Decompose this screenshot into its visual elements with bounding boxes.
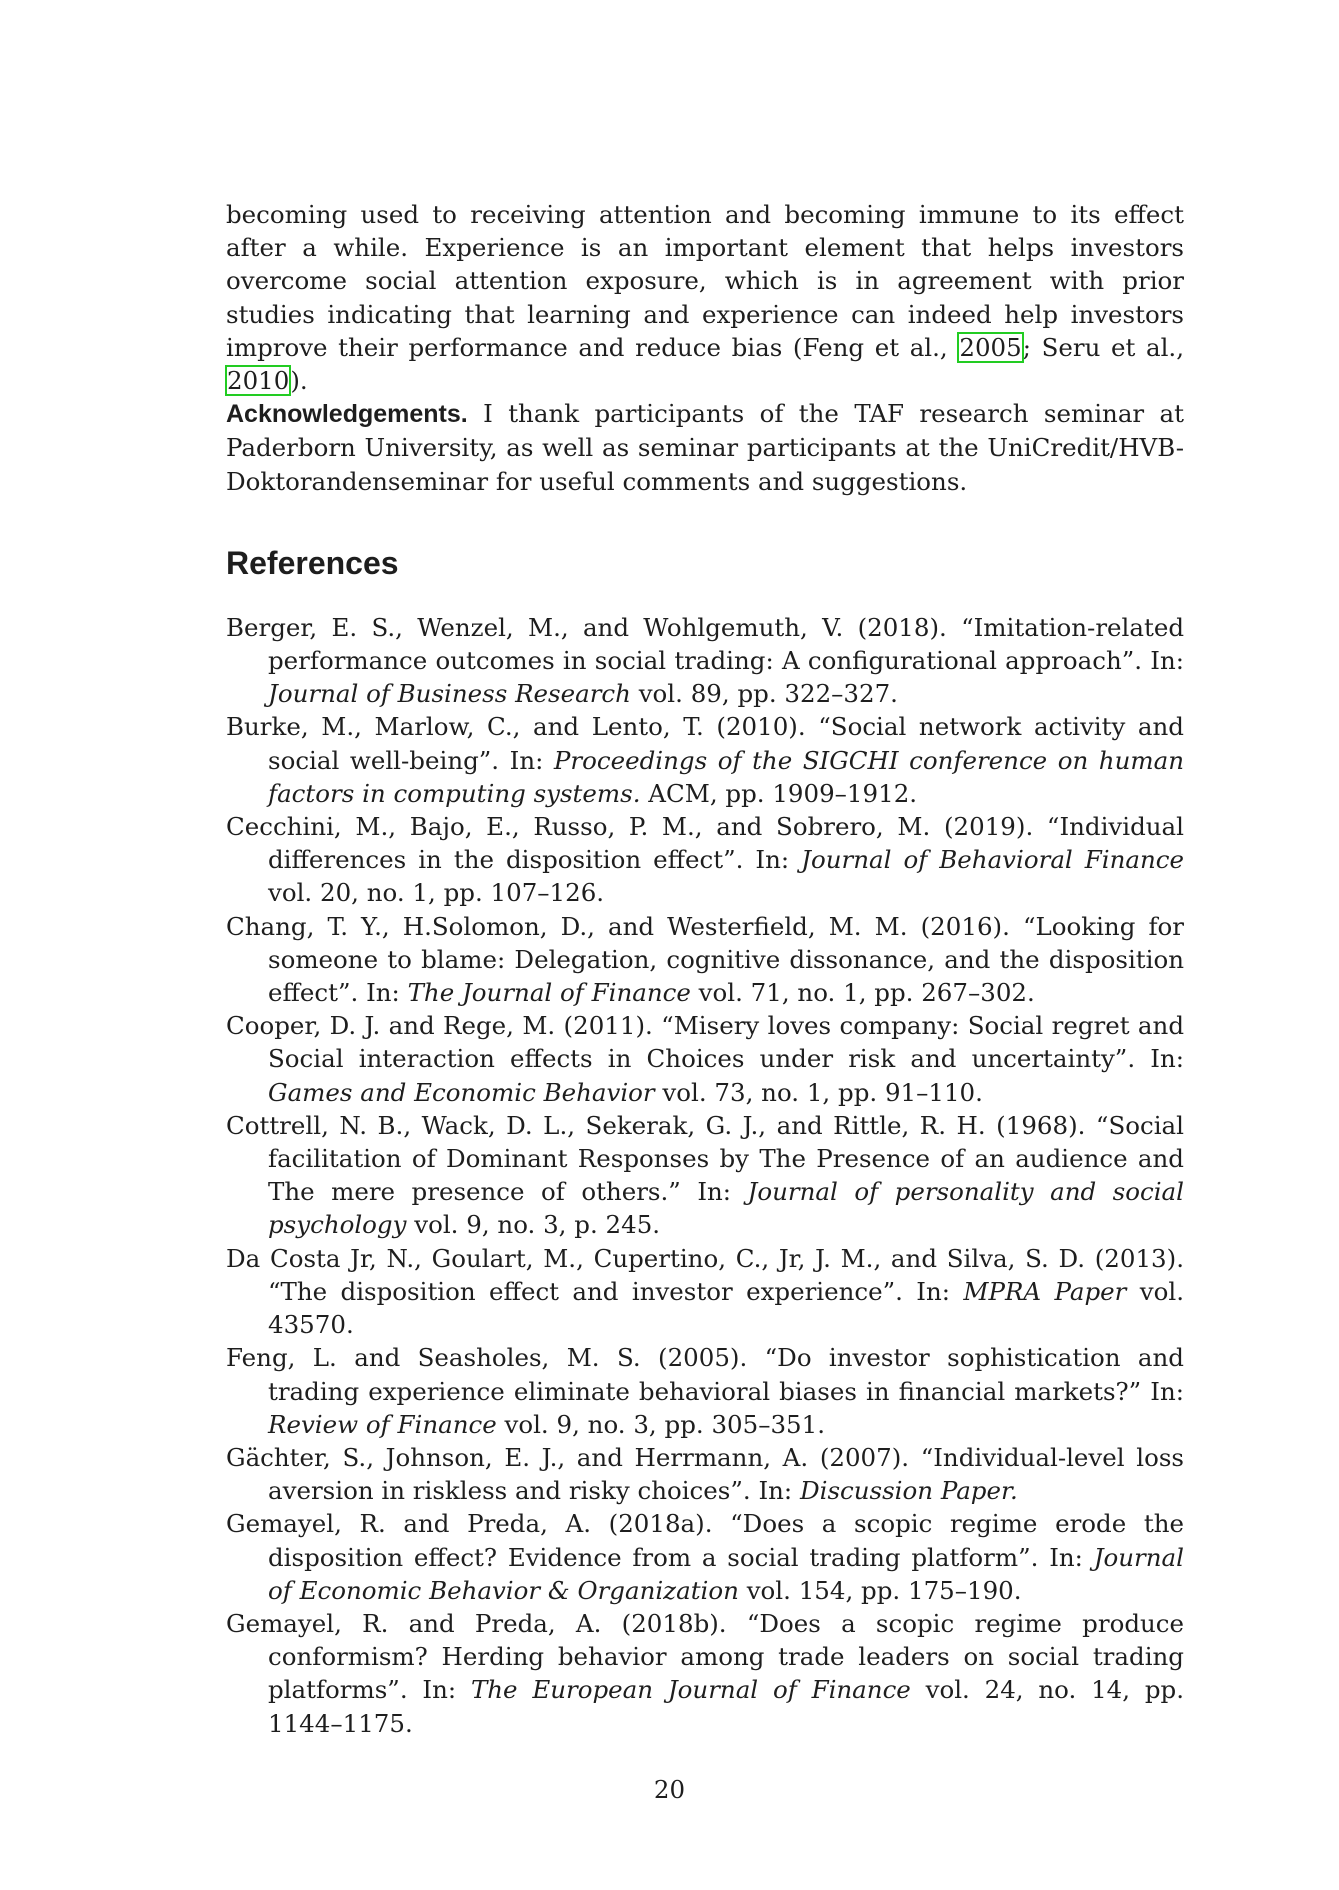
reference-item bbox=[226, 611, 1184, 711]
reference-text: Chang, T. Y., H.Solomon, D., and Westerfield, M. M. (2016). “Looking for someone to blame: Delegation, cognitive dissonance, and the disposition effect”. In: bbox=[226, 911, 1184, 1008]
reference-item bbox=[226, 1109, 1184, 1242]
reference-venue: Review of Finance bbox=[268, 1409, 497, 1439]
reference-venue: The European Journal of Finance bbox=[470, 1675, 911, 1705]
reference-details: vol. 9, no. 3, p. 245. bbox=[406, 1210, 661, 1240]
reference-venue: Journal of Economic Behavior & Organization bbox=[268, 1542, 1184, 1605]
reference-item bbox=[226, 710, 1184, 810]
reference-text: Da Costa Jr, N., Goulart, M., Cupertino, C., Jr, J. M., and Silva, S. D. (2013). “The disposition effect and investor experience”. In: bbox=[226, 1243, 1184, 1306]
reference-text: Gächter, S., Johnson, E. J., and Herrmann, A. (2007). “Individual-level loss aversion in riskless and risky choices”. In: bbox=[226, 1442, 1184, 1506]
reference-item bbox=[226, 1441, 1184, 1507]
reference-details: vol. 24, no. 14, pp. 1144–1175. bbox=[268, 1675, 1184, 1738]
reference-venue: Games and Economic Behavior bbox=[268, 1077, 655, 1107]
reference-details: vol. 43570. bbox=[268, 1276, 1184, 1340]
reference-details: vol. 71, no. 1, pp. 267–302. bbox=[690, 978, 1035, 1008]
reference-text: Berger, E. S., Wenzel, M., and Wohlgemuth, V. (2018). “Imitation-related performance outcomes in social trading: A configurational approach”. In: bbox=[226, 612, 1184, 676]
paragraph-text-middle: ; Seru et al., bbox=[1022, 332, 1184, 362]
reference-text: Cooper, D. J. and Rege, M. (2011). “Misery loves company: Social regret and Social interaction effects in Choices under risk and uncertainty”. In: bbox=[226, 1011, 1184, 1074]
reference-item bbox=[226, 1242, 1184, 1342]
reference-details: vol. 9, no. 3, pp. 305–351. bbox=[496, 1409, 826, 1439]
reference-item bbox=[226, 1341, 1184, 1441]
page-content bbox=[226, 198, 1184, 1740]
reference-text: Feng, L. and Seasholes, M. S. (2005). “Do investor sophistication and trading experience eliminate behavioral biases in financial markets?” In: bbox=[226, 1343, 1184, 1406]
page-number: 20 bbox=[653, 1775, 686, 1804]
reference-item bbox=[226, 910, 1184, 1010]
reference-details: vol. 20, no. 1, pp. 107–126. bbox=[268, 878, 605, 908]
reference-text: Burke, M., Marlow, C., and Lento, T. (2010). “Social network activity and social well-being”. In: bbox=[226, 712, 1184, 775]
references-heading: References bbox=[226, 544, 399, 581]
reference-venue: Journal of personality and social psychology bbox=[268, 1177, 1184, 1240]
reference-venue: The Journal of Finance bbox=[407, 978, 691, 1008]
acknowledgements-text: I thank participants of the TAF research seminar at Paderborn University, as well as seminar participants at the UniCredit/HVB-Doktorandenseminar for useful comments and suggestions. bbox=[226, 399, 1184, 496]
paragraph-text-end: ). bbox=[290, 366, 308, 396]
reference-details: vol. 154, pp. 175–190. bbox=[738, 1575, 1022, 1605]
body-paragraph bbox=[226, 198, 1184, 397]
citation-link-seru-2010[interactable]: 2010 bbox=[227, 366, 290, 396]
reference-item bbox=[226, 1607, 1184, 1740]
citation-link-feng-2005[interactable]: 2005 bbox=[959, 332, 1022, 362]
acknowledgements-title: Acknowledgements. bbox=[226, 400, 468, 429]
reference-item bbox=[226, 810, 1184, 910]
reference-text: Gemayel, R. and Preda, A. (2018a). “Does a scopic regime erode the disposition effect? Evidence from a social trading platform”. In: bbox=[226, 1509, 1184, 1572]
reference-list bbox=[226, 611, 1184, 1740]
reference-text: Cottrell, N. B., Wack, D. L., Sekerak, G. J., and Rittle, R. H. (1968). “Social facilitation of Dominant Responses by The Presence of an audience and The mere presence of others.” In: bbox=[226, 1110, 1184, 1207]
reference-venue: Journal of Behavioral Finance bbox=[801, 845, 1184, 875]
reference-venue: Proceedings of the SIGCHI conference on human factors in computing systems. bbox=[268, 745, 1184, 808]
reference-details: vol. 89, pp. 322–327. bbox=[630, 679, 898, 709]
reference-venue: Discussion Paper. bbox=[799, 1476, 1018, 1506]
reference-details: ACM, pp. 1909–1912. bbox=[640, 778, 918, 808]
acknowledgements-paragraph bbox=[226, 397, 1184, 498]
paragraph-text-start: becoming used to receiving attention and becoming immune to its effect after a while. Experience is an important element that helps investors overcome social attention exposure, which is in agreement with prior studies indicating that learning and experience can indeed help investors improve their performance and reduce bias (Feng et al., bbox=[226, 200, 1184, 362]
reference-details: vol. 73, no. 1, pp. 91–110. bbox=[654, 1077, 983, 1107]
reference-venue: MPRA Paper bbox=[963, 1276, 1127, 1306]
reference-venue: Journal of Business Research bbox=[268, 679, 631, 709]
reference-text: Cecchini, M., Bajo, E., Russo, P. M., and Sobrero, M. (2019). “Individual differences in the disposition effect”. In: bbox=[226, 812, 1184, 875]
reference-text: Gemayel, R. and Preda, A. (2018b). “Does a scopic regime produce conformism? Herding behavior among trade leaders on social trading platforms”. In: bbox=[226, 1608, 1184, 1705]
reference-item bbox=[226, 1507, 1184, 1607]
reference-item bbox=[226, 1009, 1184, 1109]
